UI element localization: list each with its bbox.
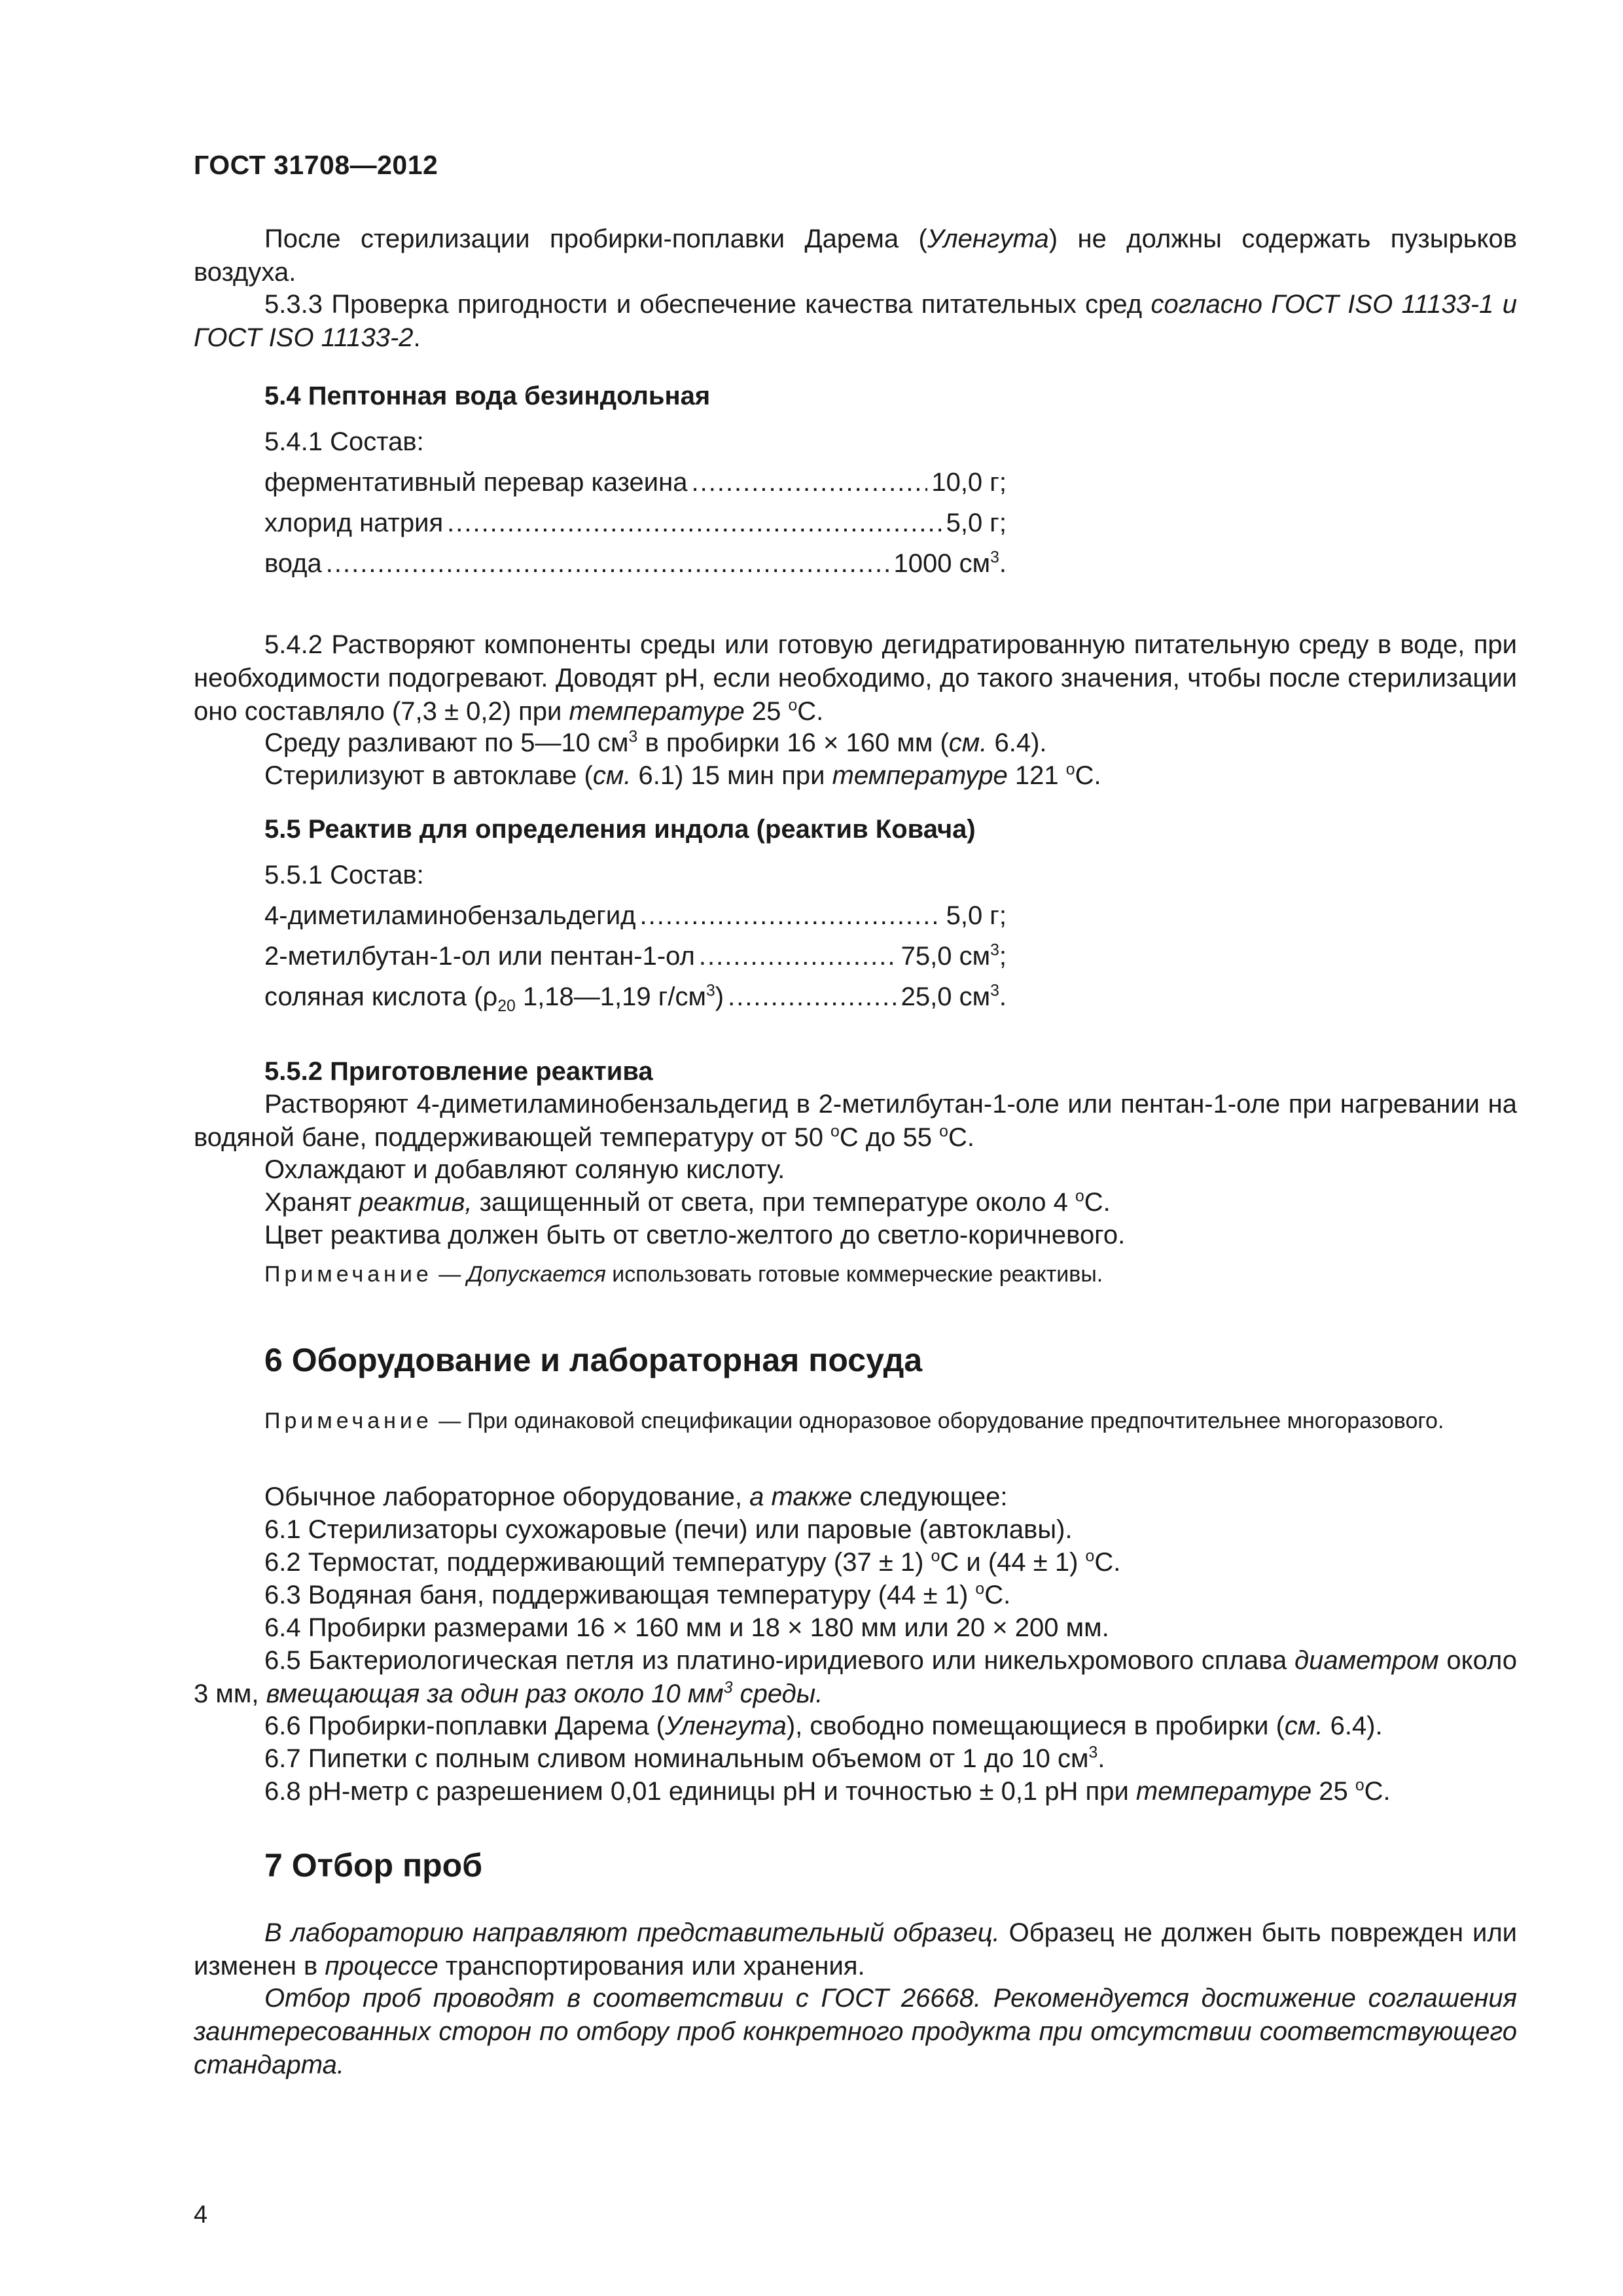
composition-item: 4-диметиламинобензальдегид ..... 5,0 г; <box>194 899 1007 933</box>
composition-item: 2-метилбутан-1-ол или пентан-1-ол ..... 75,0 $см^3$; <box>194 940 1007 973</box>
document-header: ГОСТ 31708—2012 <box>194 150 438 180</box>
composition-item: соляная кислота ($\rho_{20}$ 1,18—1,19 $г/см^3$) ..... 25,0 $см^3$. <box>194 980 1007 1014</box>
paragraph-5-4-2: 5.4.2 Растворяют компоненты среды или готовую дегидратированную питательную среду в воде, при необходимости подогревают. Доводят pH, если необходимо, до такого значения, чтобы после стерилизации оно составляло (7,3 ± 0,2) при температуре 25 $^o$C. <box>194 630 1517 726</box>
list-item-6-7: 6.7 Пипетки с полным сливом номинальным объемом от 1 до 10 $см^3$. <box>264 1744 1105 1773</box>
heading-5-5-2: 5.5.2 Приготовление реактива <box>264 1057 653 1086</box>
paragraph-equipment-intro: Обычное лабораторное оборудование, а также следующее: <box>264 1482 1008 1511</box>
list-item-6-8: 6.8 pH-метр с разрешением 0,01 единицы pH и точностью ± 0,1 pH при температуре 25 $^o$C. <box>264 1776 1391 1806</box>
composition-label-5-5-1: 5.5.1 Состав: <box>264 861 424 889</box>
paragraph-autoclave: Стерилизуют в автоклаве (см. 6.1) 15 мин при температуре 121 $^o$C. <box>264 761 1101 790</box>
list-item-6-5: 6.5 Бактериологическая петля из платино-иридиевого или никельхромового сплава диаметром около 3 мм, вмещающая за один раз около 10 $мм^3$ среды. <box>194 1646 1518 1709</box>
paragraph-prep-2: Охлаждают и добавляют соляную кислоту. <box>264 1155 785 1184</box>
paragraph-5-3-3: 5.3.3 Проверка пригодности и обеспечение качества питательных сред согласно ГОСТ ISO 11133-1 и ГОСТ ISO 11133-2. <box>194 290 1517 353</box>
list-item-6-3: 6.3 Водяная баня, поддерживающая температуру (44 ± 1) $^o$C. <box>264 1580 1011 1609</box>
composition-item: ферментативный перевар казеина ..... 10,0 г; <box>194 466 1007 499</box>
paragraph-prep-1: Растворяют 4-диметиламинобензальдегид в 2-метилбутан-1-оле или пентан-1-оле при нагревании на водяной бане, поддерживающей температуру от 50 $^o$C до 55 $^o$C. <box>194 1090 1517 1153</box>
list-item-6-6: 6.6 Пробирки-поплавки Дарема (Уленгута), свободно помещающиеся в пробирки (см. 6.4). <box>264 1712 1383 1740</box>
paragraph-pour: Среду разливают по 5—10 $см^3$ в пробирки 16 × 160 мм (см. 6.4). <box>264 728 1047 757</box>
note-section-6: Примечание — При одинаковой спецификации одноразовое оборудование предпочтительнее многоразового. <box>264 1408 1444 1433</box>
section-7-title: 7 Отбор проб <box>264 1847 483 1884</box>
list-item-6-4: 6.4 Пробирки размерами 16 × 160 мм и 18 × 180 мм или 20 × 200 мм. <box>264 1613 1109 1642</box>
note-5-5-2: Примечание — Допускается использовать готовые коммерческие реактивы. <box>264 1262 1103 1287</box>
paragraph-prep-3: Хранят реактив, защищенный от света, при температуре около 4 $^o$C. <box>264 1187 1111 1217</box>
section-6-title: 6 Оборудование и лабораторная посуда <box>264 1342 923 1378</box>
paragraph-7-2: Отбор проб проводят в соответствии с ГОСТ 26668. Рекомендуется достижение соглашения заинтересованных сторон по отбору проб конкретного продукта при отсутствии соответствующего стандарта. <box>194 1984 1517 2080</box>
composition-item: вода ..... 1000 $см^3$. <box>194 547 1007 581</box>
composition-label-5-4-1: 5.4.1 Состав: <box>264 427 424 456</box>
paragraph-sterilization: После стерилизации пробирки-поплавки Дарема (Уленгута) не должны содержать пузырьков воздуха. <box>194 224 1517 287</box>
page-number: 4 <box>194 2201 208 2229</box>
paragraph-prep-4: Цвет реактива должен быть от светло-желтого до светло-коричневого. <box>264 1221 1126 1249</box>
heading-5-4: 5.4 Пептонная вода безиндольная <box>264 382 711 410</box>
list-item-6-2: 6.2 Термостат, поддерживающий температуру (37 ± 1) $^o$C и (44 ± 1) $^o$C. <box>264 1547 1121 1577</box>
paragraph-7-1: В лабораторию направляют представительный образец. Образец не должен быть поврежден или изменен в процессе транспортирования или хранения. <box>194 1918 1518 1981</box>
heading-5-5: 5.5 Реактив для определения индола (реактив Ковача) <box>264 815 976 844</box>
composition-item: хлорид натрия ..... 5,0 г; <box>194 507 1007 540</box>
list-item-6-1: 6.1 Стерилизаторы сухожаровые (печи) или паровые (автоклавы). <box>264 1515 1073 1544</box>
